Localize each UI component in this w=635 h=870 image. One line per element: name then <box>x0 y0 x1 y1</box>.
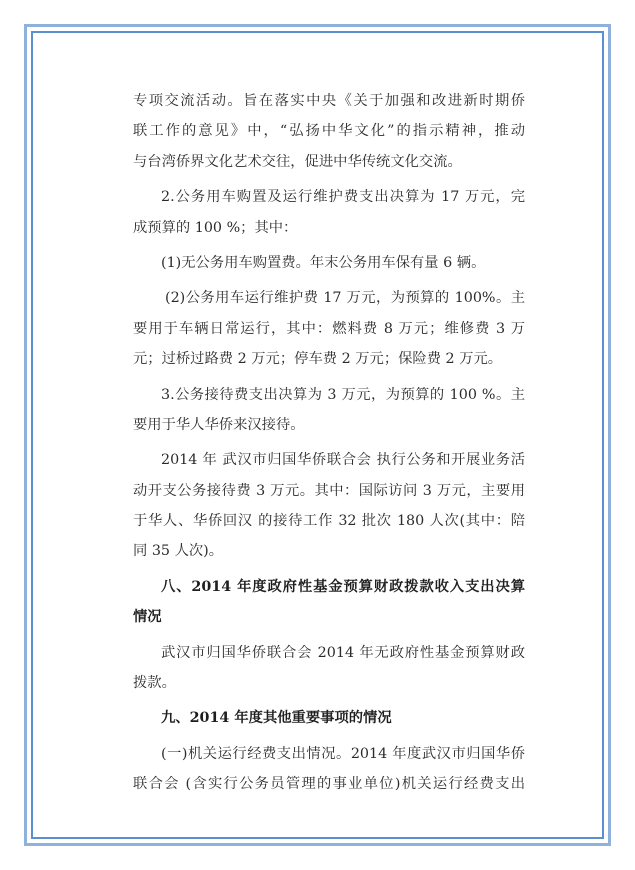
body-line: 武汉市归国华侨联合会 2014 年无政府性基金预算财政 <box>161 644 525 661</box>
body-line: 动开支公务接待费 3 万元。其中：国际访问 3 万元，主要用 <box>133 482 525 499</box>
body-line: 同 35 人次)。 <box>133 543 224 560</box>
body-line: 2014 年 武汉市归国华侨联合会 执行公务和开展业务活 <box>161 452 525 469</box>
body-line: 2.公务用车购置及运行维护费支出决算为 17 万元，完 <box>161 189 525 206</box>
body-line: 于华人、华侨回汉 的接待工作 32 批次 180 人次(其中：陪 <box>133 513 525 530</box>
section-heading: 九、2014 年度其他重要事项的情况 <box>161 710 392 727</box>
body-line: 联合会 (含实行公务员管理的事业单位)机关运行经费支出 <box>133 776 525 793</box>
document-body <box>133 86 525 800</box>
body-line: 要用于华人华侨来汉接待。 <box>133 416 305 433</box>
body-line: 要用于车辆日常运行，其中：燃料费 8 万元；维修费 3 万 <box>133 320 525 337</box>
body-line: 与台湾侨界文化艺术交往，促进中华传统文化交流。 <box>133 153 462 170</box>
body-line: 专项交流活动。旨在落实中央《关于加强和改进新时期侨 <box>133 93 525 109</box>
body-line: 元；过桥过路费 2 万元；停车费 2 万元；保险费 2 万元。 <box>133 351 503 368</box>
body-line: 联工作的意见》中，“弘扬中华文化”的指示精神，推动 <box>133 123 525 140</box>
body-line: (1)无公务用车购置费。年末公务用车保有量 6 辆。 <box>161 254 486 271</box>
section-heading: 情况 <box>133 609 162 626</box>
body-line: (2)公务用车运行维护费 17 万元，为预算的 100%。主 <box>165 290 525 307</box>
body-line: 成预算的 100 %；其中： <box>133 219 298 236</box>
body-line: (一)机关运行经费支出情况。2014 年度武汉市归国华侨 <box>161 745 525 762</box>
section-heading: 八、2014 年度政府性基金预算财政拨款收入支出决算 <box>161 578 525 595</box>
body-line: 拨款。 <box>133 675 176 692</box>
body-line: 3.公务接待费支出决算为 3 万元，为预算的 100 %。主 <box>161 386 525 403</box>
